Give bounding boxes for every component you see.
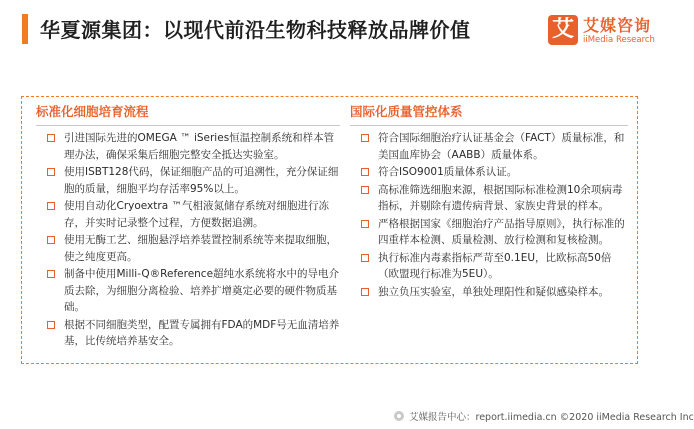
square-bullet-icon <box>47 134 55 142</box>
list-item-text: 使用无酶工艺、细胞悬浮培养装置控制系统等来提取细胞，使之纯度更高。 <box>64 234 337 263</box>
square-bullet-icon <box>361 186 369 194</box>
list-item-text: 符合国际细胞治疗认证基金会（FACT）质量标准，和美国血库协会（AABB）质量体系。 <box>378 132 625 161</box>
list-item-text: 根据不同细胞类型，配置专属拥有FDA的MDF号无血清培养基，比传统培养基安全。 <box>64 318 340 347</box>
left-heading-divider <box>36 125 340 126</box>
logo-name-cn: 艾媒咨询 <box>583 16 652 35</box>
list-item-text: 严格根据国家《细胞治疗产品指导原则》，执行标准的四重样本检测、质量检测、放行检测和复核检测。 <box>378 217 625 246</box>
list-item-text: 执行标准内毒素指标严苛至0.1EU，比欧标高50倍 （欧盟现行标准为5EU）。 <box>378 251 612 280</box>
left-column <box>36 102 340 351</box>
list-item-text: 符合ISO9001质量体系认证。 <box>378 166 518 178</box>
list-item-text: 制备中使用Milli-Q®Reference超纯水系统将水中的导电介质去除，为细胞分离检验、培养扩增奠定必要的硬件物质基础。 <box>64 268 340 313</box>
square-bullet-icon <box>47 321 55 329</box>
square-bullet-icon <box>361 168 369 176</box>
list-item <box>36 266 340 316</box>
list-item <box>350 130 628 163</box>
square-bullet-icon <box>361 220 369 228</box>
brand-logo <box>548 12 654 50</box>
left-item-list <box>36 130 340 350</box>
footer-text: 艾媒报告中心：report.iimedia.cn ©2020 iiMedia Research Inc <box>409 412 694 423</box>
list-item <box>36 130 340 163</box>
list-item <box>36 164 340 197</box>
right-item-list <box>350 130 628 300</box>
square-bullet-icon <box>361 134 369 142</box>
list-item-text: 独立负压实验室，单独处理阳性和疑似感染样本。 <box>378 285 609 298</box>
square-bullet-icon <box>361 288 369 296</box>
page-title: 华夏源集团：以现代前沿生物科技释放品牌价值 <box>40 18 471 42</box>
list-item <box>36 232 340 265</box>
logo-mark-icon: 艾 <box>548 15 578 45</box>
list-item <box>350 182 628 215</box>
footer-source <box>394 409 694 423</box>
left-column-heading: 标准化细胞培育流程 <box>36 104 149 119</box>
list-item <box>36 198 340 231</box>
list-item-text: 引进国际先进的OMEGA ™ iSeries恒温控制系统和样本管理办法，确保采集后细胞完整安全抵达实验室。 <box>64 132 335 161</box>
list-item <box>36 317 340 350</box>
square-bullet-icon <box>361 254 369 262</box>
square-bullet-icon <box>47 168 55 176</box>
logo-name-en: iiMedia Research <box>583 35 655 45</box>
right-heading-divider <box>350 125 628 126</box>
list-item <box>350 284 628 301</box>
list-item-text: 使用ISBT128代码，保证细胞产品的可追溯性，充分保证细胞的质量，细胞平均存活率95%以上。 <box>64 166 339 195</box>
right-column-heading: 国际化质量管控体系 <box>350 104 463 119</box>
title-accent-bar <box>22 14 28 44</box>
square-bullet-icon <box>47 236 55 244</box>
source-icon <box>394 411 404 421</box>
square-bullet-icon <box>47 202 55 210</box>
list-item-text: 高标准筛选细胞来源，根据国际标准检测10余项病毒指标，并剔除有遗传病背景、家族史背景的样本。 <box>378 183 623 212</box>
list-item <box>350 250 628 283</box>
list-item <box>350 164 628 181</box>
list-item-text: 使用自动化Cryoextra ™气相液氮储存系统对细胞进行冻存，并实时记录整个过程，方便数据追溯。 <box>64 200 329 229</box>
list-item <box>350 216 628 249</box>
square-bullet-icon <box>47 270 55 278</box>
right-column <box>350 102 628 301</box>
